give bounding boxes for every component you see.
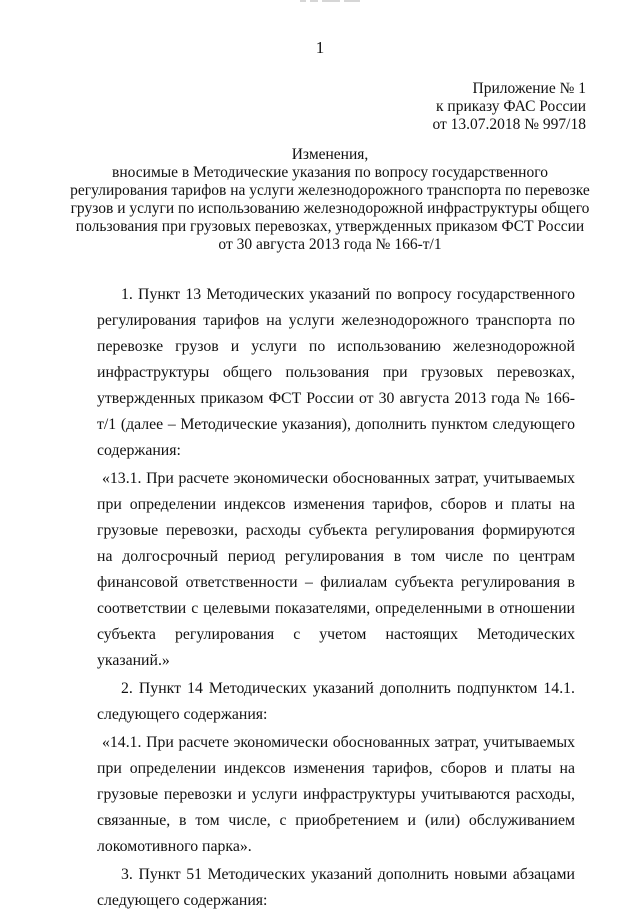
paragraph-quote-13-1: «13.1. При расчете экономически обоснованных затрат, учитываемых при определении индексов изменения тарифов, сборов и платы на грузовые перевозки, расходы субъекта регулирования формируются на долгосрочный период регулирования в том числе по центрам финансовой ответственности – филиалам субъекта регулирования в соответствии с целевыми показателями, определенными в отношении субъекта регулирования с учетом настоящих Методических указаний.» bbox=[97, 470, 575, 669]
scan-artifact bbox=[300, 0, 360, 2]
page-number: 1 bbox=[315, 38, 325, 57]
annex-line-1: Приложение № 1 bbox=[472, 80, 586, 97]
title-subheading: вносимые в Методические указания по вопросу государственного регулирования тарифов на услуги железнодорожного транспорта по перевозке грузов и услуги по использованию железнодорожной инфраструктуры общего пользования при грузовых перевозках, утвержденных приказом ФСТ России от 30 августа 2013 года № 166-т/1 bbox=[70, 164, 590, 253]
annex-line-3: от 13.07.2018 № 997/18 bbox=[432, 116, 586, 133]
annex-header bbox=[432, 80, 586, 134]
title-heading: Изменения, bbox=[291, 146, 369, 163]
document-body bbox=[97, 282, 575, 914]
paragraph-item-2: 2. Пункт 14 Методических указаний дополнить подпунктом 14.1. следующего содержания: bbox=[97, 680, 575, 723]
paragraph-item-3: 3. Пункт 51 Методических указаний дополнить новыми абзацами следующего содержания: bbox=[97, 866, 575, 909]
annex-line-2: к приказу ФАС России bbox=[436, 98, 586, 115]
paragraph-item-1: 1. Пункт 13 Методических указаний по вопросу государственного регулирования тарифов на услуги железнодорожного транспорта по перевозке грузов и услуги по использованию железнодорожной инфраструктуры общего пользования при грузовых перевозках, утвержденных приказом ФСТ России от 30 августа 2013 года № 166-т/1 (далее – Методические указания), дополнить пунктом следующего содержания: bbox=[97, 286, 575, 459]
document-title bbox=[70, 146, 590, 254]
paragraph-quote-14-1: «14.1. При расчете экономически обоснованных затрат, учитываемых при определении индексов изменения тарифов, сборов и платы на грузовые перевозки и услуги инфраструктуры учитываются расходы, связанные, в том числе, с приобретением и (или) обслуживанием локомотивного парка». bbox=[97, 734, 575, 855]
